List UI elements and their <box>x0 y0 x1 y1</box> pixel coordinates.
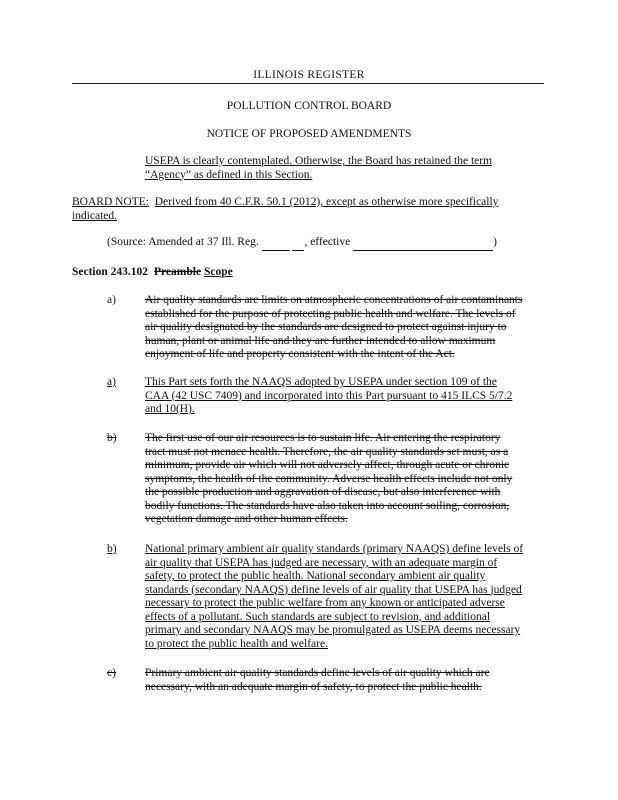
intro-line: “Agency” as defined in this Section. <box>145 168 313 181</box>
para-line: and 10(H). <box>145 403 195 415</box>
source-comma: , effective <box>304 236 351 248</box>
para-line: minimum, provide air which will not adversely affect, through acute or chronic <box>145 459 510 471</box>
board-note <box>72 196 544 223</box>
added-paragraph <box>145 376 545 417</box>
para-line: tract must not menace health. Therefore, the air quality standards set must, as a <box>145 445 509 458</box>
para-line: The first use of our air resources is to sustain life. Air entering the respiratory <box>145 432 501 444</box>
para-line: standards (secondary NAAQS) define levels of air quality that USEPA has judged <box>145 583 522 596</box>
intro-line: USEPA is clearly contemplated. Otherwise, the Board has retained the term <box>145 155 493 167</box>
para-label: a) <box>107 376 116 388</box>
volume-blank <box>262 236 290 251</box>
para-line: symptoms, the health of the community. Adverse health effects include not only <box>145 472 513 485</box>
para-line: to protect the public health and welfare. <box>145 637 328 650</box>
source-close: ) <box>493 236 497 248</box>
board-note-text: Derived from 40 C.F.R. 50.1 (2012), except as otherwise more specifically <box>154 196 499 208</box>
para-line: necessary to protect the public welfare from any known or anticipated adverse <box>145 597 505 609</box>
board-title: POLLUTION CONTROL BOARD <box>226 100 392 112</box>
para-label: b) <box>107 543 117 555</box>
board-note-text: indicated. <box>72 209 118 222</box>
para-line: human, plant or animal life and they are further intended to allow maximum <box>145 334 496 347</box>
para-line: the possible production and aggravation of disease, but also interference with <box>145 486 501 498</box>
added-paragraph <box>145 543 545 651</box>
deleted-paragraph <box>145 294 545 362</box>
para-line: air quality designated by the standards are designed to protect against injury to <box>145 321 507 333</box>
para-line: effects of a pollutant. Such standards are subject to revision, and additional <box>145 610 491 623</box>
para-line: safety, to protect the public health. National secondary ambient air quality <box>145 570 486 582</box>
para-label: b) <box>107 432 117 444</box>
effective-date-blank <box>353 236 493 251</box>
page-blank <box>292 236 304 251</box>
para-line: CAA (42 USC 7409) and incorporated into this Part pursuant to 415 ILCS 5/7.2 <box>145 389 513 402</box>
section-heading <box>72 266 233 280</box>
register-title: ILLINOIS REGISTER <box>253 69 365 81</box>
notice-title: NOTICE OF PROPOSED AMENDMENTS <box>206 128 412 140</box>
para-line: air quality that USEPA has judged are necessary, with an adequate margin of <box>145 556 498 569</box>
deleted-paragraph <box>145 432 545 527</box>
para-line: primary and secondary NAAQS may be promulgated as USEPA deems necessary <box>145 624 521 636</box>
para-label: c) <box>107 667 116 679</box>
para-line: enjoyment of life and property consistent with the intent of the Act. <box>145 348 455 360</box>
section-number: Section 243.102 <box>72 266 149 278</box>
para-line: necessary, with an adequate margin of safety, to protect the public health. <box>145 680 482 693</box>
section-added-title: Scope <box>203 266 233 278</box>
para-line: Air quality standards are limits on atmospheric concentrations of air contaminants <box>145 294 523 306</box>
para-line: established for the purpose of protecting public health and welfare. The levels of <box>145 307 516 320</box>
section-deleted-title: Preamble <box>154 266 202 278</box>
intro-paragraph <box>145 155 545 182</box>
source-prefix: (Source: Amended at 37 Ill. Reg. <box>107 236 259 248</box>
para-line: This Part sets forth the NAAQS adopted by USEPA under section 109 of the <box>145 376 497 388</box>
para-label: a) <box>107 294 116 306</box>
para-line: vegetation damage and other human effects. <box>145 513 348 525</box>
board-note-label: BOARD NOTE: <box>72 196 149 208</box>
para-line: bodily functions. The standards have also taken into account soiling, corrosion, <box>145 499 510 512</box>
source-line <box>107 236 547 251</box>
para-line: National primary ambient air quality standards (primary NAAQS) define levels of <box>145 543 524 555</box>
header-rule <box>72 83 544 84</box>
deleted-paragraph <box>145 667 545 694</box>
para-line: Primary ambient air quality standards define levels of air quality which are <box>145 667 490 679</box>
